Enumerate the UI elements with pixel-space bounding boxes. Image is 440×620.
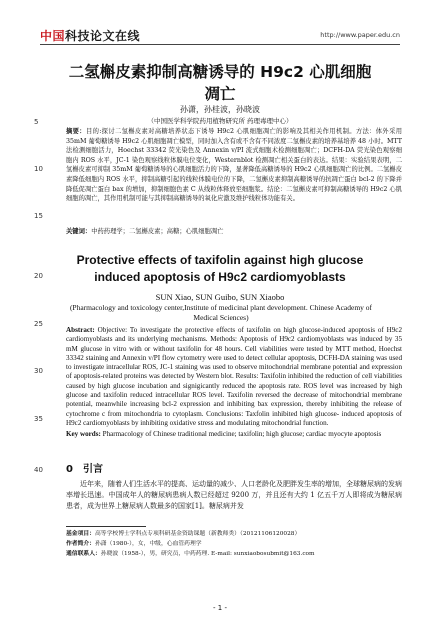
line-number-35: 35	[34, 415, 43, 423]
line-number-15: 15	[34, 212, 43, 220]
page-header	[0, 0, 440, 52]
english-abstract	[66, 326, 402, 428]
line-number-5: 5	[34, 118, 39, 126]
line-number-25: 25	[34, 320, 43, 328]
footnote-contact-label: 通信联系人：	[66, 551, 101, 557]
english-keywords-label: Key words:	[66, 430, 101, 438]
header-divider	[40, 44, 400, 45]
chinese-authors: 孙潇，孙桂波，孙晓波	[180, 105, 260, 114]
chinese-keywords-label: 关键词：	[66, 228, 92, 235]
english-abstract-label: Abstract:	[66, 326, 95, 334]
line-number-40: 40	[34, 466, 43, 474]
footnote-author-label: 作者简介：	[66, 541, 95, 547]
chinese-title-line-2: 凋亡	[204, 85, 236, 103]
site-url[interactable]: http://www.paper.edu.cn	[320, 31, 400, 39]
footnote-fund-text: 高等学校博士学科点专项科研基金资助课题（新教师类）（20121106120028）	[95, 531, 301, 537]
chinese-title-line-1: 二氢槲皮素抑制高糖诱导的 H9c2 心肌细胞	[68, 63, 372, 81]
english-affiliation: (Pharmacology and toxicology center,Institute of medicinal plant development. Chinese Academy of Medical Sciences)	[69, 303, 373, 322]
section-number: 0	[66, 464, 73, 475]
logo-part-2: 科技论文在线	[65, 29, 141, 43]
introduction-paragraph: 近年来，随着人们生活水平的提高、运动量的减少、人口老龄化及肥胖发生率的增加，全球糖尿病的发病率增长迅速。中国成年人的糖尿病患病人数已经超过 9200 万，并且还有大约 1 亿五千万人即将成为糖尿病患者，成为世界上糖尿病人数最多的国家[1]。糖尿病并发	[66, 480, 402, 510]
english-title: Protective effects of taxifolin against high glucose induced apoptosis of H9c2 cardiomyoblasts	[76, 253, 364, 284]
chinese-title	[40, 61, 400, 105]
footnote-contact-text: 孙晓波（1958-），男，研究员，中药药理. E-mail: sunxiaobosubmit@163.com	[100, 551, 315, 557]
footnote-divider	[66, 526, 146, 527]
chinese-affiliation: （中国医学科学院药用植物研究所 药理毒理中心）	[147, 117, 293, 125]
section-title: 引言	[82, 464, 103, 475]
english-abstract-text: Objective: To investigate the protective effects of taxifolin on high glucose-induced apoptosis of H9c2 cardiomyoblasts and its underlying mechanisms. Methods: Apoptosis of H9c2 cardiomyoblasts was induced by 35 mM glucose in vitro with or without taxifolin for 48 hours. Cell viabilities were tested by MTT method, Hoechst 33342 staining and Annexin v/PI flow cytometry were used to detect cellular apoptosis, DCFH-DA staining was used to investigate intracellular ROS, JC-1 staining was used to observe mitochondrial membrane potential and expression of apoptosis-related proteins was detected by Western blot. Results: Taxifolin inhibited the reduction of cell viabilities caused by high glucose incubation and signigicantly reduced the apoptosis rate. ROS level was increased by high glucose and taxifolin reduced intracellular ROS level. Taxifolin reversed the decrease of mitochondrial membrane potential, meanwhile increasing bcl-2 expression and inhibiting bax expression, thereby inhibiting the release of cytochrome c from mitochondria to cytoplasm. Conclusions: Taxfolin inhibited high glucose- induced apoptosis of H9c2 cardiomyoblasts by inhibiting oxidative stress and modulating mitochondrial function.	[66, 326, 402, 427]
chinese-abstract-text: 目的:探讨二氢槲皮素对高糖培养状态下诱导 H9c2 心肌细胞凋亡的影响及其相关作用机制。方法：体外采用 35mM 葡萄糖诱导 H9c2 心肌细胞凋亡模型，同时加入含有或不含有不同浓度二氢槲皮素的培养基培养 48 小时。MTT 法检测细胞活力，Hoechst 33342 荧光染色及 Annexin v/PI 流式细胞术检测细胞凋亡；DCFH-DA 荧光染色观察细胞内 ROS 水平，JC-1 染色观察线粒体膜电位变化，Westernblot 检测凋亡相关蛋白的表达。结果：实验结果表明，二氢槲皮素可抑制 35mM 葡萄糖诱导的心肌细胞活力的下降，显著降低高糖诱导的 H9c2 心肌细胞凋亡的比例。二氢槲皮素降低细胞内 ROS 水平，抑制高糖引起的线粒体膜电位的下降，二氢槲皮素抑制高糖诱导的抗凋亡蛋白 bcl-2 的下降并降低促凋亡蛋白 bax 的增加，抑制细胞色素 C 从线粒体释放至细胞浆。结论：二氢槲皮素可抑制高糖诱导的 H9c2 心肌细胞的凋亡，其作用机制可能与其抑制高糖诱导的氧化应激及维护线粒体功能有关。	[66, 128, 403, 203]
footnote-fund	[66, 530, 402, 540]
footnote-author-text: 孙潇（1980-），女，中级，心血管药理学	[95, 541, 202, 547]
footnote-contact	[66, 550, 402, 560]
english-keywords	[66, 430, 402, 439]
chinese-keywords	[66, 227, 402, 237]
line-number-10: 10	[34, 165, 43, 173]
footnote-fund-label: 基金项目：	[66, 531, 95, 537]
chinese-abstract-label: 摘要：	[66, 128, 86, 135]
english-keywords-text: Pharmacology of Chinese traditional medicine; taxifolin; high glucose; cardiac myocyte apoptosis	[102, 430, 382, 438]
chinese-abstract	[66, 127, 402, 204]
english-authors: SUN Xiao, SUN Guibo, SUN Xiaobo	[155, 292, 285, 302]
chinese-keywords-text: 中药药理学；二氢槲皮素；高糖；心肌细胞凋亡	[91, 228, 224, 235]
line-number-20: 20	[34, 272, 43, 280]
footnote-author	[66, 540, 402, 550]
section-heading-introduction	[66, 460, 113, 475]
line-number-30: 30	[34, 367, 43, 375]
page-number: - 1 -	[213, 604, 227, 612]
site-logo[interactable]	[40, 27, 140, 44]
logo-part-1: 中国	[40, 29, 66, 43]
